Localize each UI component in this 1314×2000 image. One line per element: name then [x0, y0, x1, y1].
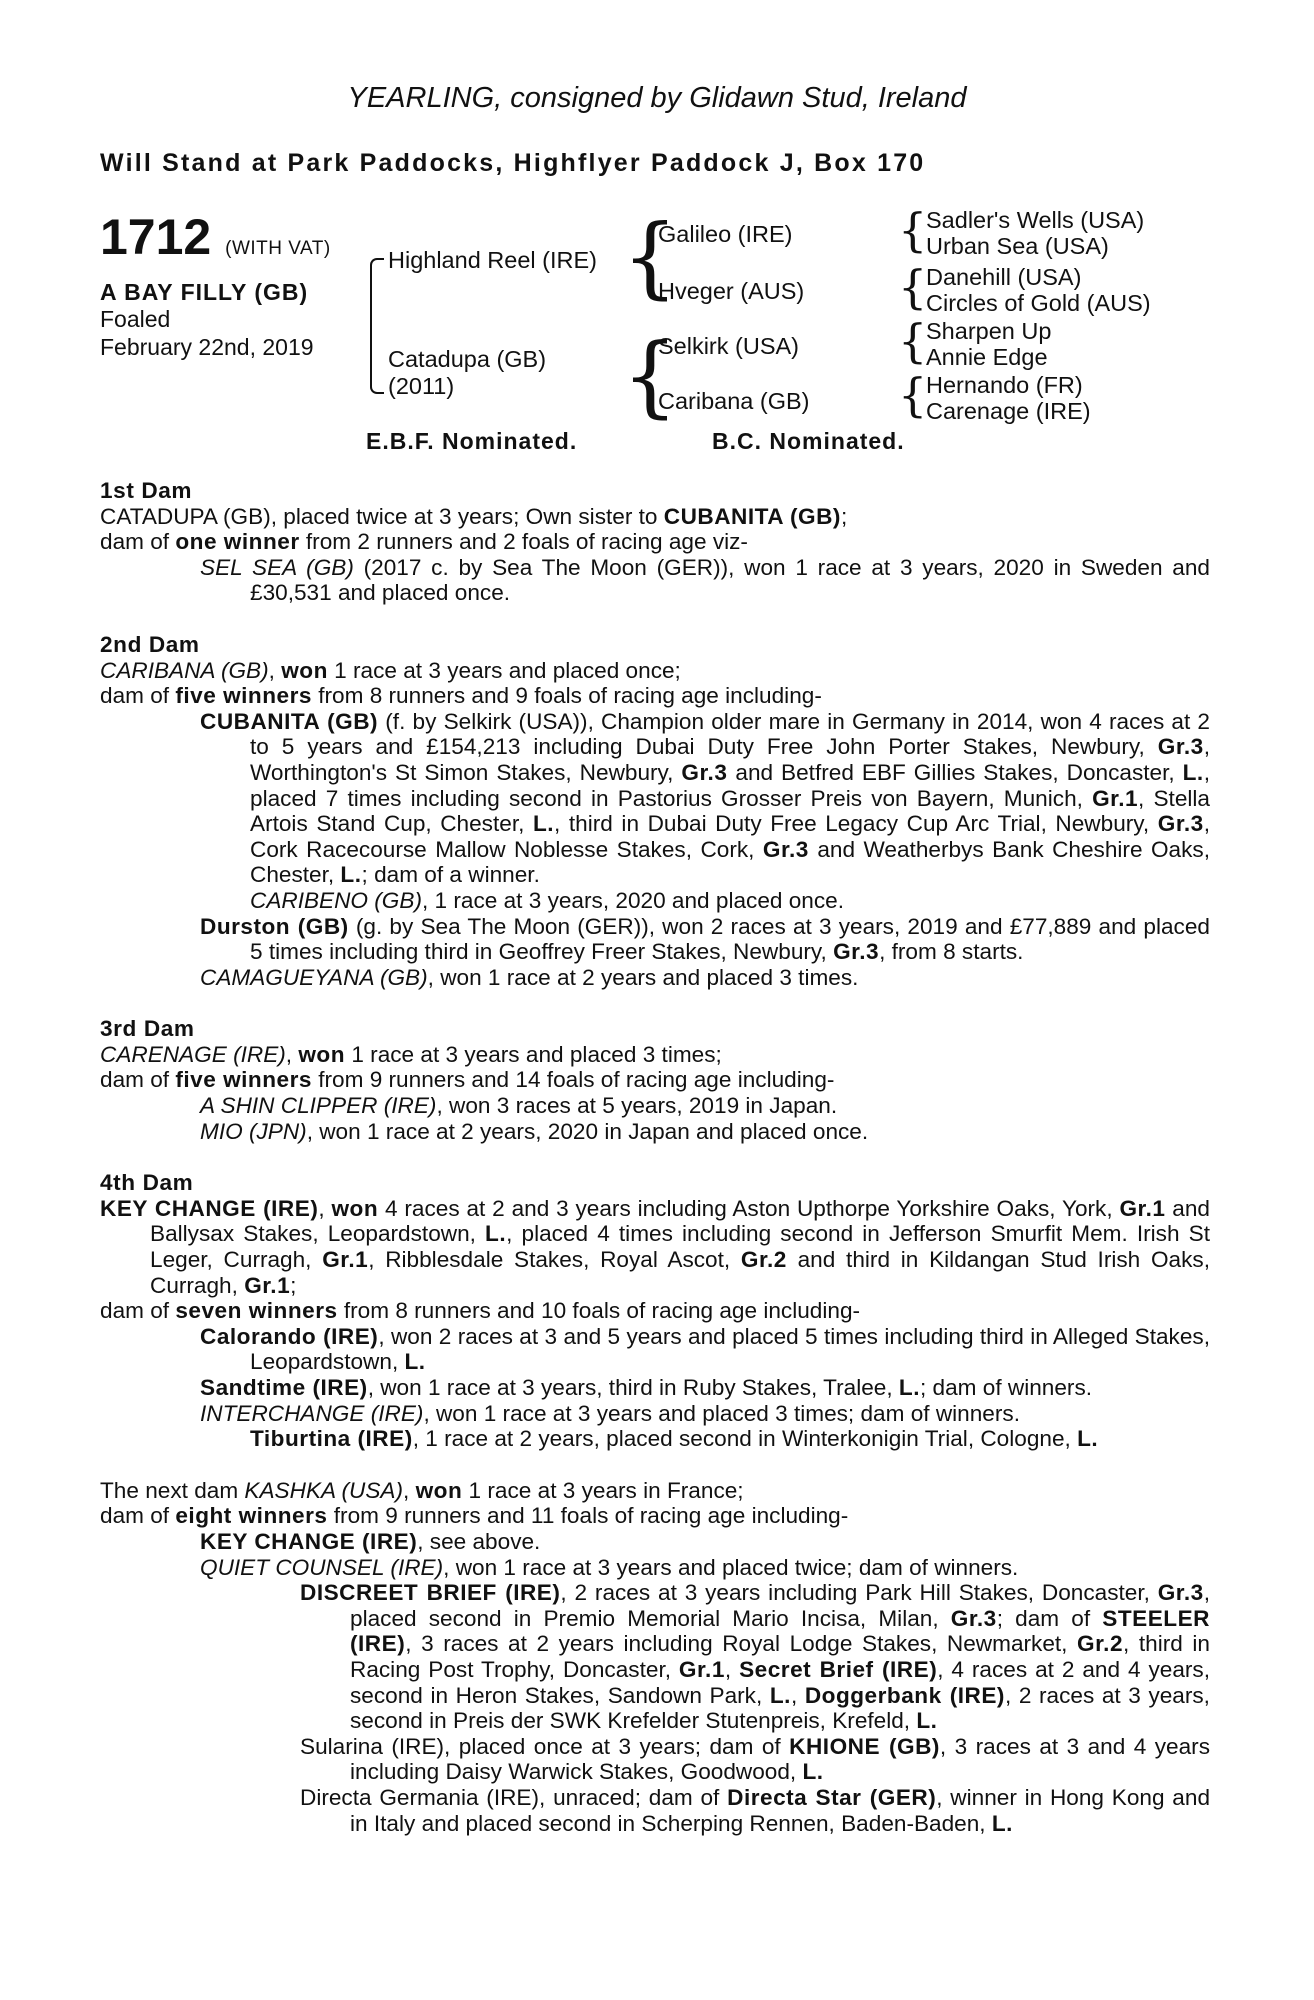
foaled-date: February 22nd, 2019: [100, 334, 314, 360]
produce-entry: QUIET COUNSEL (IRE), won 1 race at 3 years and placed twice; dam of winners.: [200, 1554, 1019, 1580]
pedigree-brace-3a: {: [898, 203, 928, 257]
fourth-dam-section: [100, 1170, 1210, 1452]
bc-nominated: B.C. Nominated.: [712, 428, 905, 454]
produce-entry: KEY CHANGE (IRE), see above.: [200, 1528, 541, 1554]
first-dam-produce-line: dam of one winner from 2 runners and 2 foals of racing age viz-: [100, 529, 748, 555]
pedigree-brace-2b: {: [622, 324, 678, 427]
produce-entry: DISCREET BRIEF (IRE), 2 races at 3 years including Park Hill Stakes, Doncaster, Gr.3, placed second in Premio Memorial Mario Incisa, Milan, Gr.3; dam of STEELER (IRE), 3 races at 2 years including Royal Lodge Stakes, Newmarket, Gr.2, third in Racing Post Trophy, Doncaster, Gr.1, Secret Brief (IRE), 4 races at 2 and 4 years, second in Heron Stakes, Sandown Park, L., Doggerbank (IRE), 2 races at 3 years, second in Preis der SWK Krefelder Stutenpreis, Krefeld, L.: [300, 1580, 1210, 1734]
pedigree-brace-2a: {: [622, 205, 678, 308]
third-dam-section: [100, 1016, 1210, 1144]
next-dam-section: [100, 1478, 1210, 1836]
pedigree-brace-3c: {: [898, 314, 928, 368]
produce-entry: SEL SEA (GB) (2017 c. by Sea The Moon (GER)), won 1 race at 3 years, 2020 in Sweden and £30,531 and placed once.: [200, 554, 1210, 606]
great-grandsire-4: Hernando (FR): [926, 372, 1083, 398]
second-dam-produce-line: dam of five winners from 8 runners and 9 foals of racing age including-: [100, 683, 822, 709]
great-granddam-2: Circles of Gold (AUS): [926, 290, 1151, 316]
sire-dam: Hveger (AUS): [658, 278, 805, 304]
dam-dam: Caribana (GB): [658, 388, 810, 414]
fourth-dam-heading: 4th Dam: [100, 1170, 194, 1196]
produce-entry: INTERCHANGE (IRE), won 1 race at 3 years and placed 3 times; dam of winners.: [200, 1400, 1020, 1426]
page-title: YEARLING, consigned by Glidawn Stud, Ireland: [347, 82, 967, 114]
lot-number-value: 1712: [100, 209, 212, 265]
first-dam-line: CATADUPA (GB), placed twice at 3 years; Own sister to CUBANITA (GB);: [100, 503, 848, 529]
great-grandsire-1: Sadler's Wells (USA): [926, 207, 1145, 233]
foaled-label: Foaled: [100, 306, 171, 332]
third-dam-heading: 3rd Dam: [100, 1016, 195, 1042]
pedigree-bracket-1: [370, 258, 384, 394]
great-grandsire-3: Sharpen Up: [926, 318, 1052, 344]
dam: Catadupa (GB): [388, 346, 547, 372]
great-granddam-3: Annie Edge: [926, 344, 1048, 370]
next-dam-line: The next dam KASHKA (USA), won 1 race at 3 years in France;: [100, 1477, 744, 1503]
produce-entry: Tiburtina (IRE), 1 race at 2 years, placed second in Winterkonigin Trial, Cologne, L.: [250, 1426, 1099, 1452]
lot-number: [100, 208, 331, 266]
stand-location: Will Stand at Park Paddocks, Highflyer Paddock J, Box 170: [100, 149, 926, 177]
great-granddam-4: Carenage (IRE): [926, 398, 1091, 424]
vat-label: (WITH VAT): [225, 238, 331, 259]
produce-entry: Sandtime (IRE), won 1 race at 3 years, third in Ruby Stakes, Tralee, L.; dam of winners.: [200, 1375, 1093, 1400]
fourth-dam-produce-line: dam of seven winners from 8 runners and 10 foals of racing age including-: [100, 1298, 861, 1324]
produce-entry: Sularina (IRE), placed once at 3 years; dam of KHIONE (GB), 3 races at 3 and 4 years including Daisy Warwick Stakes, Goodwood, L.: [300, 1733, 1210, 1785]
first-dam-heading: 1st Dam: [100, 478, 193, 503]
catalogue-body: [100, 478, 1210, 1836]
lot-description: A BAY FILLY (GB): [100, 279, 309, 305]
second-dam-heading: 2nd Dam: [100, 631, 200, 657]
third-dam-produce-line: dam of five winners from 9 runners and 14 foals of racing age including-: [100, 1067, 835, 1093]
second-dam-section: [100, 632, 1210, 990]
produce-entry: CAMAGUEYANA (GB), won 1 race at 2 years and placed 3 times.: [200, 964, 859, 990]
fourth-dam-line: KEY CHANGE (IRE), won 4 races at 2 and 3 years including Aston Upthorpe Yorkshire Oaks, York, Gr.1 and Ballysax Stakes, Leopardstown, L., placed 4 times including second in Jefferson Smurfit Mem. Irish St Leger, Curragh, Gr.1, Ribblesdale Stakes, Royal Ascot, Gr.2 and third in Kildangan Stud Irish Oaks, Curragh, Gr.1;: [100, 1195, 1211, 1298]
next-dam-produce-line: dam of eight winners from 9 runners and 11 foals of racing age including-: [100, 1503, 849, 1529]
pedigree-brace-3d: {: [898, 368, 928, 422]
produce-entry: Directa Germania (IRE), unraced; dam of Directa Star (GER), winner in Hong Kong and in Italy and placed second in Scherping Rennen, Baden-Baden, L.: [300, 1784, 1211, 1836]
dam-sire: Selkirk (USA): [658, 333, 800, 359]
ebf-nominated: E.B.F. Nominated.: [366, 428, 578, 454]
great-granddam-1: Urban Sea (USA): [926, 233, 1109, 259]
dam-year: (2011): [388, 373, 455, 399]
great-grandsire-2: Danehill (USA): [926, 264, 1082, 290]
produce-entry: CARIBENO (GB), 1 race at 3 years, 2020 and placed once.: [250, 887, 845, 913]
sire-sire: Galileo (IRE): [658, 221, 793, 247]
sire: Highland Reel (IRE): [388, 247, 597, 273]
produce-entry: MIO (JPN), won 1 race at 2 years, 2020 in Japan and placed once.: [200, 1118, 869, 1144]
produce-entry: A SHIN CLIPPER (IRE), won 3 races at 5 years, 2019 in Japan.: [200, 1093, 838, 1119]
pedigree-brace-3b: {: [898, 260, 928, 314]
third-dam-line: CARENAGE (IRE), won 1 race at 3 years and placed 3 times;: [100, 1041, 722, 1067]
produce-entry: Durston (GB) (g. by Sea The Moon (GER)), won 2 races at 3 years, 2019 and £77,889 and placed 5 times including third in Geoffrey Freer Stakes, Newbury, Gr.3, from 8 starts.: [200, 913, 1210, 965]
first-dam-section: [100, 478, 1210, 606]
produce-entry: CUBANITA (GB) (f. by Selkirk (USA)), Champion older mare in Germany in 2014, won 4 races at 2 to 5 years and £154,213 including Dubai Duty Free John Porter Stakes, Newbury, Gr.3, Worthington's St Simon Stakes, Newbury, Gr.3 and Betfred EBF Gillies Stakes, Doncaster, L., placed 7 times including second in Pastorius Grosser Preis von Bayern, Munich, Gr.1, Stella Artois Stand Cup, Chester, L., third in Dubai Duty Free Legacy Cup Arc Trial, Newbury, Gr.3, Cork Racecourse Mallow Noblesse Stakes, Cork, Gr.3 and Weatherbys Bank Cheshire Oaks, Chester, L.; dam of a winner.: [200, 708, 1211, 888]
second-dam-line: CARIBANA (GB), won 1 race at 3 years and placed once;: [100, 657, 681, 683]
produce-entry: Calorando (IRE), won 2 races at 3 and 5 years and placed 5 times including third in Alleged Stakes, Leopardstown, L.: [200, 1323, 1210, 1375]
